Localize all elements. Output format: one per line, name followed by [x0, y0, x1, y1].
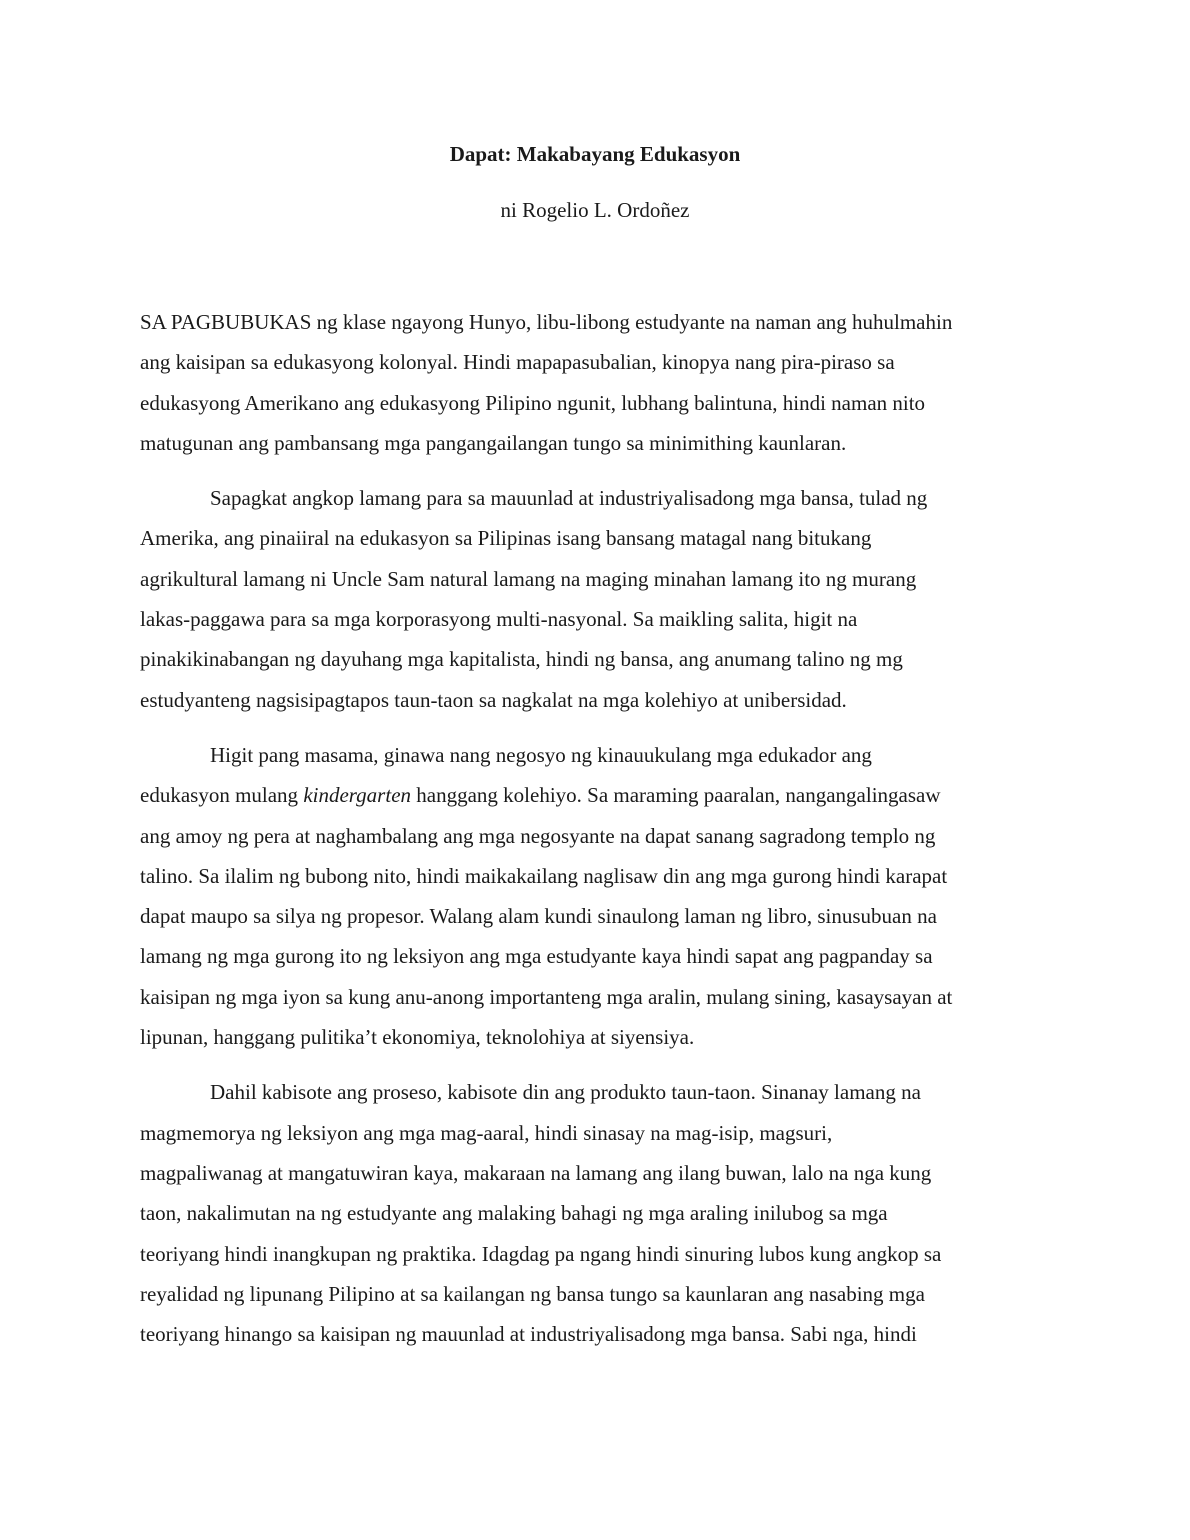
document-body: [140, 302, 1050, 1354]
text-line: matugunan ang pambansang mga pangangailangan tungo sa minimithing kaunlaran.: [140, 430, 847, 455]
text-line: magpaliwanag at mangatuwiran kaya, makaraan na lamang ang ilang buwan, lalo na nga kung: [140, 1160, 932, 1185]
text-line: taon, nakalimutan na ng estudyante ang malaking bahagi ng mga araling inilubog sa mga: [140, 1201, 888, 1226]
paragraph-3: [140, 735, 1050, 1057]
text-line: reyalidad ng lipunang Pilipino at sa kailangan ng bansa tungo sa kaunlaran ang nasabing mga: [140, 1281, 925, 1306]
text-line: magmemorya ng leksiyon ang mga mag-aaral, hindi sinasay na mag-isip, magsuri,: [140, 1120, 833, 1145]
text-line: SA PAGBUBUKAS ng klase ngayong Hunyo, libu-libong estudyante na naman ang huhulmahin: [140, 310, 953, 334]
text-line: teoriyang hinango sa kaisipan ng mauunlad at industriyalisadong mga bansa. Sabi nga, hindi: [140, 1322, 917, 1347]
document-author: ni Rogelio L. Ordoñez: [500, 198, 690, 222]
text-line: talino. Sa ilalim ng bubong nito, hindi maikakailang naglisaw din ang mga gurong hindi karapat: [140, 863, 948, 888]
text-line: agrikultural lamang ni Uncle Sam natural lamang na maging minahan lamang ito ng murang: [140, 566, 917, 591]
document-page: [140, 138, 1050, 1369]
text-line: dapat maupo sa silya ng propesor. Walang alam kundi sinaulong laman ng libro, sinusubuan na: [140, 904, 937, 929]
text-line: Amerika, ang pinaiiral na edukasyon sa Pilipinas isang bansang matagal nang bitukang: [140, 526, 872, 551]
document-title: Dapat: Makabayang Edukasyon: [449, 142, 741, 166]
text-line: estudyanteng nagsisipagtapos taun-taon sa nagkalat na mga kolehiyo at unibersidad.: [140, 687, 847, 712]
paragraph-2: [140, 478, 1050, 720]
text-line: ang amoy ng pera at naghambalang ang mga negosyante na dapat sanang sagradong templo ng: [140, 823, 936, 848]
text-line: Dahil kabisote ang proseso, kabisote din ang produkto taun-taon. Sinanay lamang na: [210, 1080, 921, 1105]
text-line: pinakikinabangan ng dayuhang mga kapitalista, hindi ng bansa, ang anumang talino ng mg: [140, 647, 903, 672]
italic-term: kindergarten: [303, 783, 412, 808]
text-line: Sapagkat angkop lamang para sa mauunlad at industriyalisadong mga bansa, tulad ng: [210, 486, 928, 511]
text-line: lakas-paggawa para sa mga korporasyong multi-nasyonal. Sa maikling salita, higit na: [140, 607, 858, 632]
text-line: kaisipan ng mga iyon sa kung anu-anong importanteng mga aralin, mulang sining, kasaysayan at: [140, 984, 953, 1009]
text-line: edukasyong Amerikano ang edukasyong Pilipino ngunit, lubhang balintuna, hindi naman nito: [140, 390, 926, 415]
text-line: [140, 775, 1050, 815]
paragraph-1: [140, 302, 1050, 463]
text-run: edukasyon mulang: [140, 783, 304, 808]
text-line: lamang ng mga gurong ito ng leksiyon ang mga estudyante kaya hindi sapat ang pagpanday sa: [140, 944, 933, 969]
text-line: teoriyang hindi inangkupan ng praktika. Idagdag pa ngang hindi sinuring lubos kung angkop sa: [140, 1241, 942, 1266]
text-line: Higit pang masama, ginawa nang negosyo ng kinauukulang mga edukador ang: [210, 742, 872, 767]
text-line: ang kaisipan sa edukasyong kolonyal. Hindi mapapasubalian, kinopya nang pira-piraso sa: [140, 350, 895, 375]
text-line: lipunan, hanggang pulitika’t ekonomiya, teknolohiya at siyensiya.: [140, 1025, 695, 1050]
paragraph-4: [140, 1072, 1050, 1354]
text-run: hanggang kolehiyo. Sa maraming paaralan, nangangalingasaw: [411, 783, 941, 808]
